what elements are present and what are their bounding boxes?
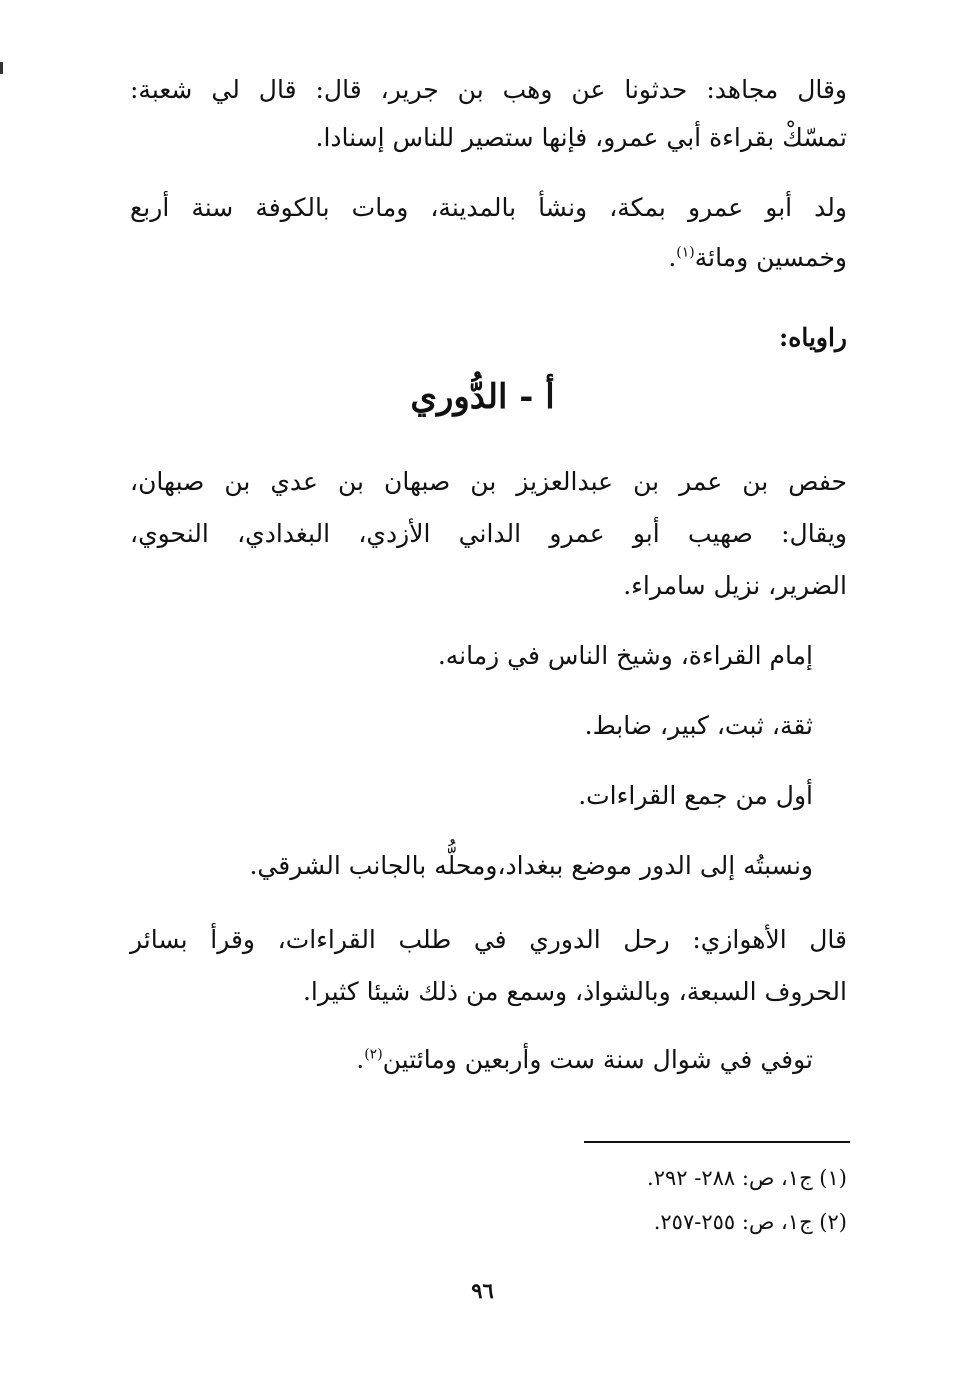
paragraph-2-end: . (668, 243, 677, 272)
paragraph-4: إمام القراءة، وشيخ الناس في زمانه. (437, 641, 813, 670)
narrator-title: أ - الدُّوري (410, 377, 555, 417)
footnote-ref-1: (١) (676, 244, 695, 261)
paragraph-3-line-2: ويقال: صهيب أبو عمرو الداني الأزدي، البغدادي، النحوي، (130, 519, 847, 548)
paragraph-2-line-2 (130, 238, 847, 278)
footnote-ref-2: (٢) (364, 1046, 383, 1063)
page-number: ٩٦ (471, 1278, 494, 1303)
footnote-1: (١) ج١، ص: ٢٨٨- ٢٩٢. (647, 1166, 847, 1190)
footnote-2: (٢) ج١، ص: ٢٥٥-٢٥٧. (653, 1210, 847, 1234)
paragraph-7: ونسبتُه إلى الدور موضع ببغداد،ومحلُّه بالجانب الشرقي. (249, 851, 813, 880)
paragraph-2-text: وخمسين ومائة (694, 243, 847, 272)
paragraph-2-line-1: ولد أبو عمرو بمكة، ونشأ بالمدينة، ومات بالكوفة سنة أربع (130, 193, 847, 222)
section-label: راوياه: (779, 323, 847, 352)
paragraph-8-line-2: الحروف السبعة، وبالشواذ، وسمع من ذلك شيئا كثيرا. (302, 977, 847, 1006)
paragraph-3-line-1: حفص بن عمر بن عبدالعزيز بن صبهان بن عدي بن صبهان، (130, 467, 847, 496)
paragraph-9-text: توفي في شوال سنة ست وأربعين ومائتين (382, 1045, 813, 1074)
paragraph-9 (130, 1040, 813, 1080)
scan-edge-mark (0, 62, 3, 74)
paragraph-6: أول من جمع القراءات. (578, 781, 813, 810)
paragraph-5: ثقة، ثبت، كبير، ضابط. (584, 711, 813, 740)
paragraph-8-line-1: قال الأهوازي: رحل الدوري في طلب القراءات، وقرأ بسائر (130, 925, 847, 954)
paragraph-1-line-2: تمسّكْ بقراءة أبي عمرو، فإنها ستصير للناس إسنادا. (315, 123, 847, 152)
paragraph-1-line-1: وقال مجاهد: حدثونا عن وهب بن جرير، قال: قال لي شعبة: (130, 75, 847, 104)
paragraph-9-end: . (356, 1045, 365, 1074)
paragraph-3-line-3: الضرير، نزيل سامراء. (623, 571, 847, 600)
footnote-separator (584, 1141, 850, 1143)
